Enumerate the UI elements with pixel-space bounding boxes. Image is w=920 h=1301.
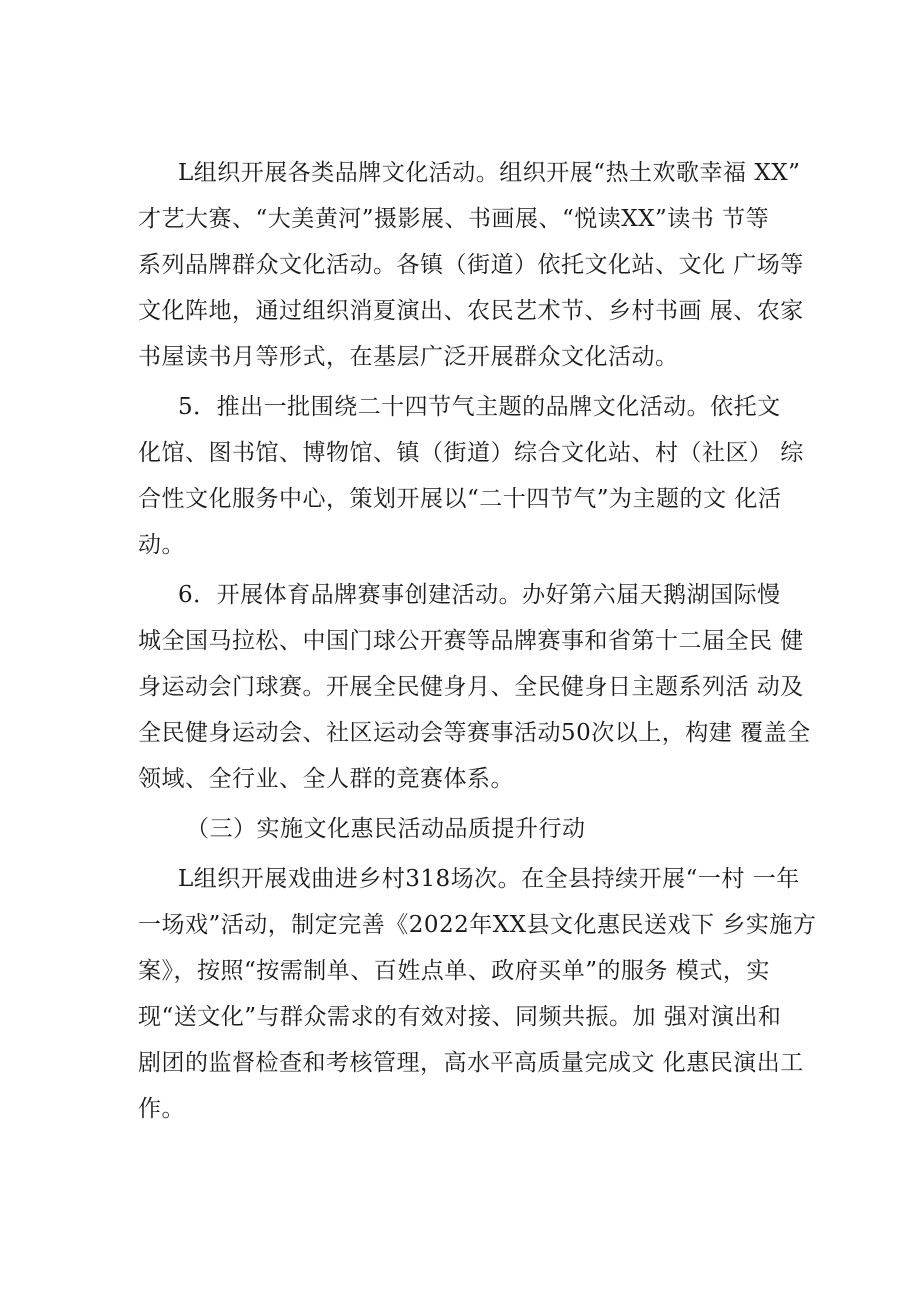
paragraph-sports-events-line-5: 领域、全行业、全人群的竞赛体系。 [138,766,514,792]
paragraph-brand-activities-line-3: 系列品牌群众文化活动。各镇（街道）依托文化站、文化 广场等 [138,252,804,278]
paragraph-solar-terms-line-1: 5．推出一批围绕二十四节气主题的品牌文化活动。依托文 [178,394,781,420]
paragraph-opera-villages-line-6: 作。 [138,1096,185,1122]
paragraph-opera-villages-line-2: 一场戏”活动，制定完善《2022年XX县文化惠民送戏下 乡实施方 [138,912,817,938]
paragraph-brand-activities-line-4: 文化阵地，通过组织消夏演出、农民艺术节、乡村书画 展、农家 [138,298,804,324]
paragraph-sports-events-line-4: 全民健身运动会、社区运动会等赛事活动50次以上，构建 覆盖全 [138,720,811,746]
paragraph-solar-terms-line-2: 化馆、图书馆、博物馆、镇（街道）综合文化站、村（社区） 综 [138,440,804,466]
paragraph-brand-activities-line-1: L组织开展各类品牌文化活动。组织开展“热土欢歌幸福 XX” [178,160,801,186]
paragraph-opera-villages-line-5: 剧团的监督检查和考核管理，高水平高质量完成文 化惠民演出工 [138,1050,804,1076]
paragraph-opera-villages-line-3: 案》，按照“按需制单、百姓点单、政府买单”的服务 模式，实 [138,958,770,984]
paragraph-sports-events-line-2: 城全国马拉松、中国门球公开赛等品牌赛事和省第十二届全民 健 [138,628,804,654]
paragraph-sports-events-line-3: 身运动会门球赛。开展全民健身月、全民健身日主题系列活 动及 [138,674,804,700]
paragraph-opera-villages-line-1: L组织开展戏曲进乡村318场次。在全县持续开展“一村 一年 [178,866,800,892]
paragraph-sports-events-line-1: 6．开展体育品牌赛事创建活动。办好第六届天鹅湖国际慢 [178,582,781,608]
paragraph-brand-activities-line-2: 才艺大赛、“大美黄河”摄影展、书画展、“悦读XX”读书 节等 [138,206,770,232]
paragraph-opera-villages-line-4: 现“送文化”与群众需求的有效对接、同频共振。加 强对演出和 [138,1004,782,1030]
paragraph-solar-terms-line-4: 动。 [138,532,185,558]
section-heading-three: （三）实施文化惠民活动品质提升行动 [186,816,586,842]
paragraph-brand-activities-line-5: 书屋读书月等形式，在基层广泛开展群众文化活动。 [138,344,679,370]
paragraph-solar-terms-line-3: 合性文化服务中心，策划开展以“二十四节气”为主题的文 化活 [138,486,782,512]
